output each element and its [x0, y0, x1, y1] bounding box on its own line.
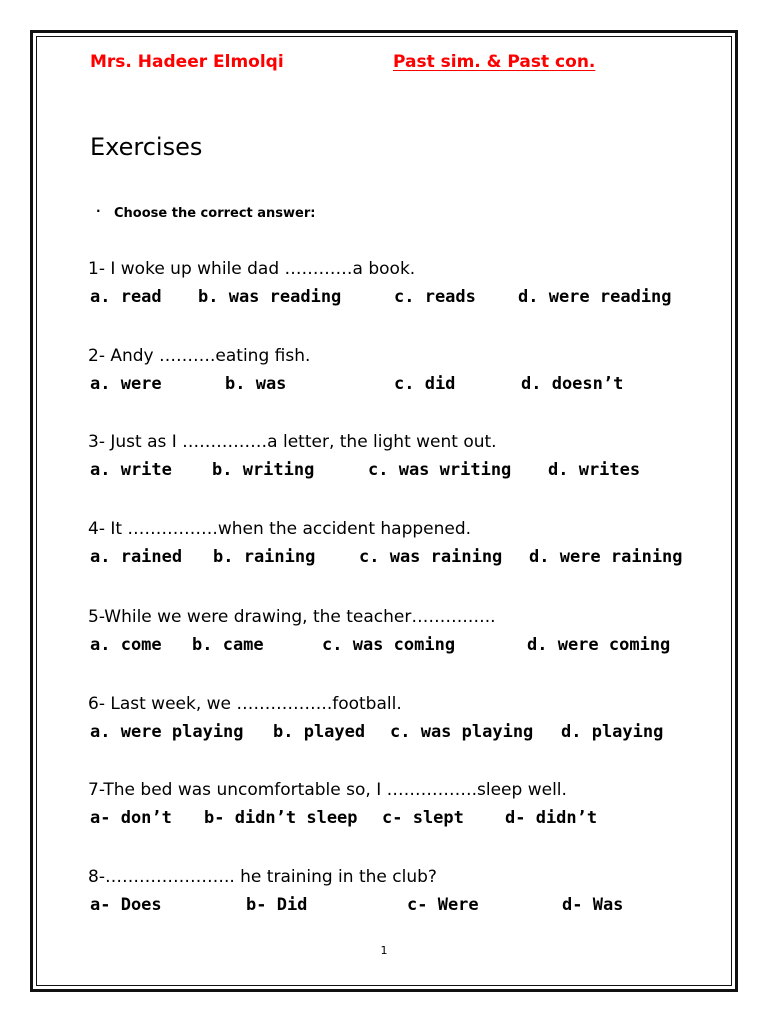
- answer-options: [88, 543, 688, 573]
- question-8: [88, 863, 688, 921]
- question-6: [88, 690, 688, 748]
- question-text: 3- Just as I ……………a letter, the light went out.: [88, 432, 497, 452]
- page-border-inner: [36, 36, 732, 986]
- question-7: [88, 776, 688, 834]
- answer-options: [88, 804, 688, 834]
- option-c[interactable]: c. was playing: [390, 722, 534, 742]
- question-5: [88, 603, 688, 661]
- option-a[interactable]: a. read: [90, 287, 162, 307]
- option-c[interactable]: c. was writing: [368, 460, 512, 480]
- question-text: 2- Andy ……….eating fish.: [88, 346, 311, 366]
- option-c[interactable]: c- slept: [382, 808, 464, 828]
- answer-options: [88, 370, 688, 400]
- question-text: 8-………………….. he training in the club?: [88, 867, 437, 887]
- answer-options: [88, 891, 688, 921]
- option-c[interactable]: c. reads: [394, 287, 476, 307]
- answer-options: [88, 456, 688, 486]
- answer-options: [88, 283, 688, 313]
- option-b[interactable]: b. raining: [213, 547, 316, 567]
- topic-title: Past sim. & Past con.: [393, 52, 596, 72]
- question-text: 1- I woke up while dad …………a book.: [88, 259, 416, 279]
- question-3: [88, 428, 688, 486]
- option-a[interactable]: a. were: [90, 374, 162, 394]
- option-b[interactable]: b. played: [273, 722, 366, 742]
- question-1: [88, 255, 688, 313]
- question-text: 5-While we were drawing, the teacher……….…..: [88, 607, 496, 627]
- question-2: [88, 342, 688, 400]
- answer-options: [88, 718, 688, 748]
- option-d[interactable]: d. playing: [561, 722, 664, 742]
- option-c[interactable]: c. was raining: [359, 547, 503, 567]
- option-d[interactable]: d. were coming: [527, 635, 671, 655]
- option-b[interactable]: b. came: [192, 635, 264, 655]
- question-text: 7-The bed was uncomfortable so, I …………….sleep well.: [88, 780, 567, 800]
- option-d[interactable]: d. writes: [548, 460, 641, 480]
- option-b[interactable]: b. was reading: [198, 287, 342, 307]
- question-4: [88, 515, 688, 573]
- option-c[interactable]: c. did: [394, 374, 456, 394]
- option-c[interactable]: c. was coming: [322, 635, 456, 655]
- option-b[interactable]: b. was: [225, 374, 287, 394]
- page-number: 1: [380, 944, 388, 957]
- option-a[interactable]: a- Does: [90, 895, 162, 915]
- option-b[interactable]: b. writing: [212, 460, 315, 480]
- option-d[interactable]: d. were raining: [529, 547, 683, 567]
- option-d[interactable]: d. doesn’t: [521, 374, 624, 394]
- instruction-text: Choose the correct answer:: [114, 206, 316, 221]
- answer-options: [88, 631, 688, 661]
- option-d[interactable]: d. were reading: [518, 287, 672, 307]
- option-a[interactable]: a. come: [90, 635, 162, 655]
- option-a[interactable]: a. rained: [90, 547, 183, 567]
- page-title: Exercises: [90, 133, 203, 161]
- option-c[interactable]: c- Were: [407, 895, 479, 915]
- option-a[interactable]: a- don’t: [90, 808, 172, 828]
- option-b[interactable]: b- didn’t sleep: [204, 808, 358, 828]
- option-d[interactable]: d- Was: [562, 895, 624, 915]
- option-d[interactable]: d- didn’t: [505, 808, 598, 828]
- author-name: Mrs. Hadeer Elmolqi: [90, 52, 284, 72]
- option-b[interactable]: b- Did: [246, 895, 308, 915]
- question-text: 4- It …………….when the accident happened.: [88, 519, 472, 539]
- option-a[interactable]: a. were playing: [90, 722, 244, 742]
- question-text: 6- Last week, we ……………..football.: [88, 694, 402, 714]
- option-a[interactable]: a. write: [90, 460, 172, 480]
- instruction: [96, 204, 315, 221]
- bullet-icon: ·: [96, 204, 101, 218]
